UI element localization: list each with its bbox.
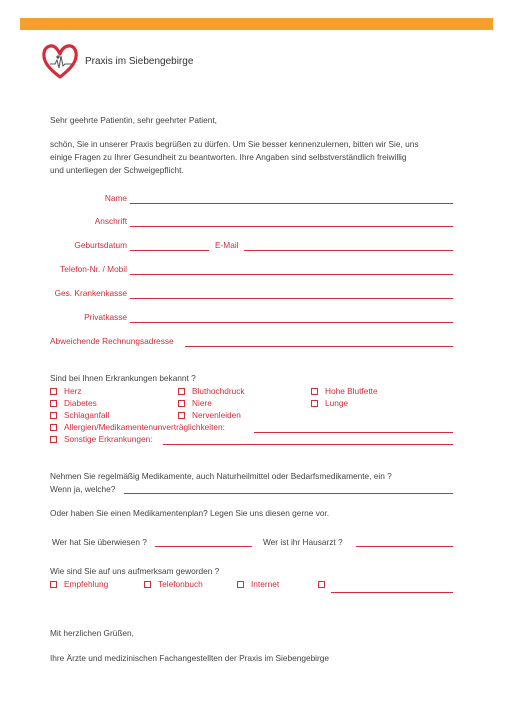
label-schlaganfall: Schlaganfall: [64, 410, 110, 420]
checkbox-allergien[interactable]: [50, 424, 57, 431]
checkbox-telefonbuch[interactable]: [144, 581, 151, 588]
label-herz: Herz: [64, 386, 82, 396]
sonstige-field[interactable]: [163, 444, 453, 445]
name-field[interactable]: [130, 203, 453, 204]
header-accent-bar: [20, 18, 493, 30]
birthdate-label: Geburtsdatum: [74, 240, 127, 250]
label-telefonbuch: Telefonbuch: [158, 579, 203, 589]
label-empfehlung: Empfehlung: [64, 579, 109, 589]
checkbox-nervenleiden[interactable]: [178, 412, 185, 419]
label-allergien: Allergien/Medikamentenunverträglichkeiten:: [64, 422, 225, 432]
checkbox-schlaganfall[interactable]: [50, 412, 57, 419]
practice-name: Praxis im Siebengebirge: [85, 56, 194, 67]
checkbox-lunge[interactable]: [311, 400, 318, 407]
label-niere: Niere: [192, 398, 212, 408]
insurance-label: Ges. Krankenkasse: [54, 288, 127, 298]
heart-logo-icon: [42, 42, 78, 80]
medication-question: Nehmen Sie regelmäßig Medikamente, auch Naturheilmittel oder Bedarfsmedikamente, ein ?: [50, 471, 392, 481]
label-internet: Internet: [251, 579, 280, 589]
checkbox-niere[interactable]: [178, 400, 185, 407]
checkbox-bluthochdruck[interactable]: [178, 388, 185, 395]
address-label: Anschrift: [94, 216, 127, 226]
birthdate-field[interactable]: [130, 250, 209, 251]
checkbox-sonstige[interactable]: [50, 436, 57, 443]
referral-label: Wer hat Sie überwiesen ?: [52, 537, 147, 547]
closing-signature: Ihre Ärzte und medizinischen Fachangestellten der Praxis im Siebengebirge: [50, 653, 330, 663]
phone-label: Telefon-Nr. / Mobil: [60, 264, 127, 274]
salutation: Sehr geehrte Patientin, sehr geehrter Patient,: [50, 115, 217, 125]
label-nervenleiden: Nervenleiden: [192, 410, 241, 420]
checkbox-herz[interactable]: [50, 388, 57, 395]
phone-field[interactable]: [130, 274, 453, 275]
label-diabetes: Diabetes: [64, 398, 97, 408]
intro-line-2: einige Fragen zu Ihrer Gesundheit zu beantworten. Ihre Angaben sind selbstverständlich freiwillig: [50, 152, 407, 162]
label-bluthochdruck: Bluthochdruck: [192, 386, 245, 396]
name-label: Name: [104, 193, 127, 203]
billing-address-field[interactable]: [185, 346, 453, 347]
intro-line-1: schön, Sie in unserer Praxis begrüßen zu dürfen. Um Sie besser kennenzulernen, bitten wir Sie, uns: [50, 139, 419, 149]
medication-which-label: Wenn ja, welche?: [50, 484, 116, 494]
billing-address-label: Abweichende Rechnungsadresse: [50, 336, 174, 346]
insurance-field[interactable]: [130, 298, 453, 299]
gp-label: Wer ist ihr Hausarzt ?: [263, 537, 343, 547]
label-sonstige: Sonstige Erkrankungen:: [64, 434, 153, 444]
checkbox-diabetes[interactable]: [50, 400, 57, 407]
label-blutfette: Hohe Blutfette: [325, 386, 378, 396]
checkbox-other-source[interactable]: [318, 581, 325, 588]
allergien-field[interactable]: [254, 432, 453, 433]
closing-greeting: Mit herzlichen Grüßen,: [50, 628, 134, 638]
intro-line-3: und unterliegen der Schweigepflicht.: [50, 165, 184, 175]
address-field[interactable]: [130, 226, 453, 227]
email-label: E-Mail: [215, 240, 239, 250]
label-lunge: Lunge: [325, 398, 349, 408]
checkbox-internet[interactable]: [237, 581, 244, 588]
conditions-question: Sind bei Ihnen Erkrankungen bekannt ?: [50, 373, 196, 383]
source-question: Wie sind Sie auf uns aufmerksam geworden ?: [50, 566, 220, 576]
private-insurance-label: Privatkasse: [84, 312, 127, 322]
other-source-field[interactable]: [331, 592, 453, 593]
medication-field[interactable]: [124, 493, 453, 494]
checkbox-empfehlung[interactable]: [50, 581, 57, 588]
email-field[interactable]: [244, 250, 453, 251]
medication-plan-text: Oder haben Sie einen Medikamentenplan? Legen Sie uns diesen gerne vor.: [50, 508, 330, 518]
referral-field[interactable]: [155, 546, 252, 547]
private-insurance-field[interactable]: [130, 322, 453, 323]
checkbox-blutfette[interactable]: [311, 388, 318, 395]
gp-field[interactable]: [356, 546, 453, 547]
